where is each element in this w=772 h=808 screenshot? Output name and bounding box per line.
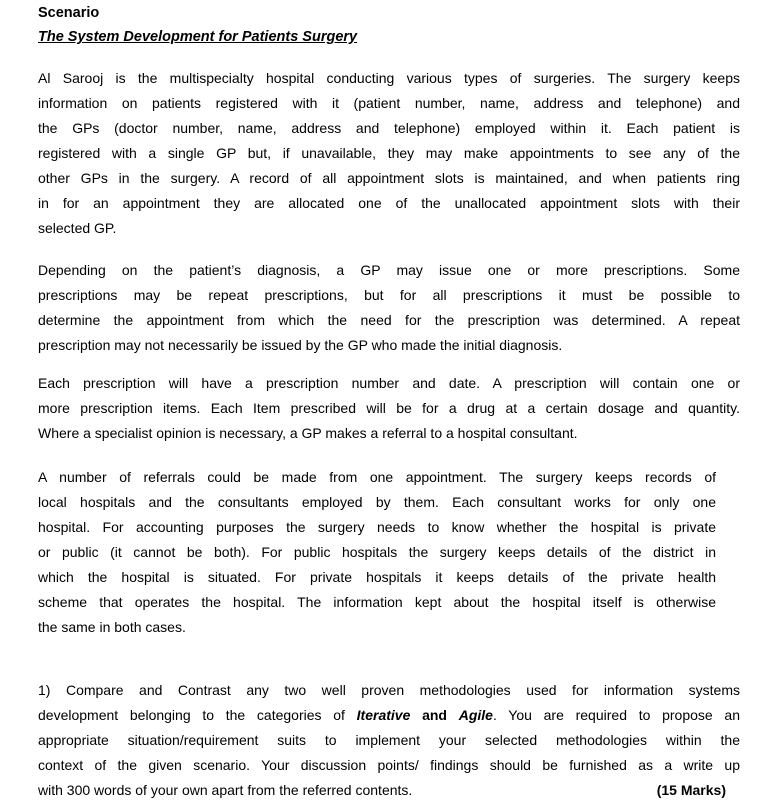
paragraph-prescriptions bbox=[38, 258, 740, 358]
paragraph-line: prescription may not necessarily be issued by the GP who made the initial diagnosis. bbox=[38, 337, 563, 353]
emphasis-iterative: Iterative bbox=[356, 707, 411, 723]
paragraph-line: the GPs (doctor number, name, address and telephone) employed within it. Each patient is bbox=[38, 120, 740, 136]
paragraph-line: in for an appointment they are allocated one of the unallocated appointment slots with their bbox=[38, 195, 740, 211]
paragraph-line: which the hospital is situated. For private hospitals it keeps details of the private health bbox=[38, 569, 716, 585]
marks-label: (15 Marks) bbox=[656, 782, 726, 798]
section-heading: Scenario bbox=[38, 5, 100, 21]
emphasis-and: and bbox=[410, 707, 459, 723]
emphasis-agile: Agile bbox=[458, 707, 493, 723]
paragraph-line: Each prescription will have a prescription number and date. A prescription will contain one or bbox=[38, 375, 740, 391]
question-line bbox=[38, 778, 740, 803]
document-title: The System Development for Patients Surgery bbox=[38, 29, 358, 45]
question-1 bbox=[38, 678, 740, 803]
paragraph-referrals-hospitals bbox=[38, 465, 716, 640]
paragraph-line: registered with a single GP but, if unavailable, they may make appointments to see any of the bbox=[38, 145, 740, 161]
paragraph-patients-gps bbox=[38, 66, 740, 241]
paragraph-line: determine the appointment from which the need for the prescription was determined. A repeat bbox=[38, 312, 740, 328]
paragraph-line: information on patients registered with it (patient number, name, address and telephone) and bbox=[38, 95, 740, 111]
question-line: 1) Compare and Contrast any two well proven methodologies used for information systems bbox=[38, 682, 740, 698]
paragraph-line: local hospitals and the consultants employed by them. Each consultant works for only one bbox=[38, 494, 716, 510]
paragraph-line: prescriptions may be repeat prescriptions, but for all prescriptions it must be possible to bbox=[38, 287, 740, 303]
text: development belonging to the categories of bbox=[38, 707, 357, 723]
question-line bbox=[38, 703, 740, 728]
paragraph-line: selected GP. bbox=[38, 220, 117, 236]
text: . You are required to propose an bbox=[492, 707, 740, 723]
paragraph-line: Depending on the patient’s diagnosis, a GP may issue one or more prescriptions. Some bbox=[38, 262, 740, 278]
paragraph-line: the same in both cases. bbox=[38, 619, 186, 635]
paragraph-line: A number of referrals could be made from one appointment. The surgery keeps records of bbox=[38, 469, 716, 485]
paragraph-line: scheme that operates the hospital. The information kept about the hospital itself is otherwise bbox=[38, 594, 716, 610]
question-text: with 300 words of your own apart from the referred contents. bbox=[38, 782, 413, 798]
paragraph-line: Al Sarooj is the multispecialty hospital conducting various types of surgeries. The surgery keeps bbox=[38, 70, 740, 86]
paragraph-line: or public (it cannot be both). For public hospitals the surgery keeps details of the district in bbox=[38, 544, 716, 560]
paragraph-line: other GPs in the surgery. A record of all appointment slots is maintained, and when patients ring bbox=[38, 170, 740, 186]
paragraph-prescription-items bbox=[38, 371, 740, 446]
question-line: context of the given scenario. Your discussion points/ findings should be furnished as a write up bbox=[38, 757, 740, 773]
paragraph-line: hospital. For accounting purposes the surgery needs to know whether the hospital is private bbox=[38, 519, 716, 535]
paragraph-line: more prescription items. Each Item prescribed will be for a drug at a certain dosage and quantity. bbox=[38, 400, 740, 416]
question-line: appropriate situation/requirement suits to implement your selected methodologies within the bbox=[38, 732, 740, 748]
paragraph-line: Where a specialist opinion is necessary, a GP makes a referral to a hospital consultant. bbox=[38, 425, 578, 441]
